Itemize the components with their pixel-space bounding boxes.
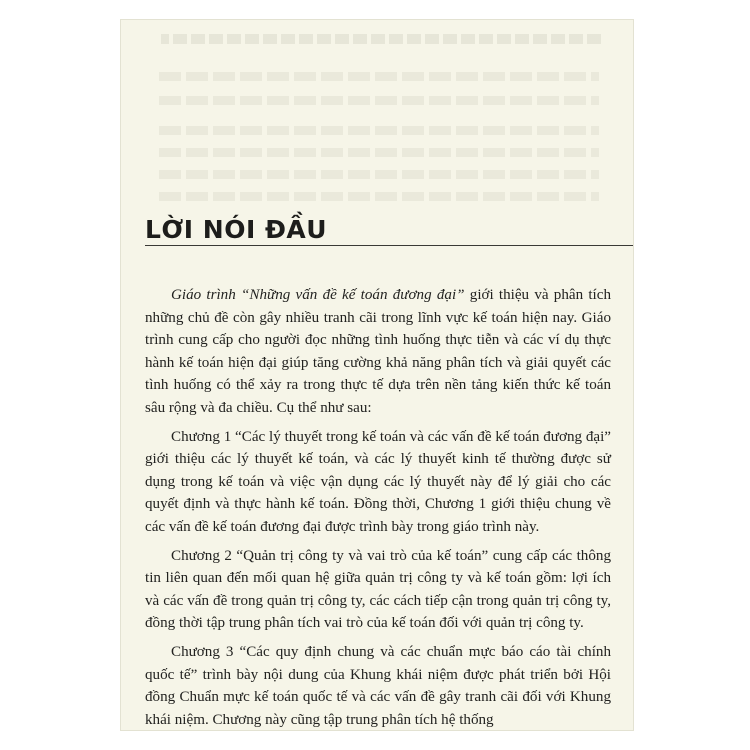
chapter-3-paragraph: Chương 3 “Các quy định chung và các chuẩn mực báo cáo tài chính quốc tế” trình bày nội dung của Khung khái niệm được phát triển bởi Hội đồng Chuẩn mực kế toán quốc tế và các vấn đề gây tranh cãi đối với Khung khái niệm. Chương này cũng tập trung phân tích hệ thống bbox=[145, 643, 611, 728]
chapter-1-paragraph: Chương 1 “Các lý thuyết trong kế toán và các vấn đề kế toán đương đại” giới thiệu các lý thuyết kế toán, và các lý thuyết kinh tế thường được sử dụng trong kế toán và việc vận dụng các lý thuyết này để lý giải cho các quyết định và thực hành kế toán. Đồng thời, Chương 1 giới thiệu chung về các vấn đề kế toán đương đại được trình bày trong giáo trình này. bbox=[145, 428, 611, 535]
show-through-header bbox=[161, 34, 601, 44]
show-through-line bbox=[159, 126, 599, 135]
book-title-reference: Giáo trình “Những vấn đề kế toán đương đại” bbox=[171, 287, 465, 303]
chapter-2-paragraph: Chương 2 “Quản trị công ty và vai trò của kế toán” cung cấp các thông tin liên quan đến mối quan hệ giữa quản trị công ty và kế toán gồm: lợi ích và các vấn đề trong quản trị công ty, các cách tiếp cận trong quản trị công ty, đồng thời tập trung phân tích vai trò của kế toán đối với quản trị công ty. bbox=[145, 547, 611, 632]
show-through-line bbox=[159, 72, 599, 81]
intro-paragraph bbox=[145, 284, 611, 420]
show-through-line bbox=[159, 148, 599, 157]
book-page bbox=[121, 20, 633, 730]
show-through-line bbox=[159, 170, 599, 179]
heading-underline bbox=[145, 245, 633, 246]
show-through-line bbox=[159, 192, 599, 201]
page-body bbox=[145, 284, 611, 730]
show-through-line bbox=[159, 96, 599, 105]
intro-paragraph-text: giới thiệu và phân tích những chủ đề còn gây nhiều tranh cãi trong lĩnh vực kế toán hiện nay. Giáo trình cung cấp cho người đọc những tình huống thực tiễn và các ví dụ thực hành kế toán hiện đại giúp tăng cường khả năng phân tích và giải quyết các tình huống có thể xảy ra trong thực tế dựa trên nền tảng kiến thức kế toán sâu rộng và đa chiều. Cụ thể như sau: bbox=[145, 287, 611, 416]
page-heading: LỜI NÓI ĐẦU bbox=[145, 215, 328, 244]
